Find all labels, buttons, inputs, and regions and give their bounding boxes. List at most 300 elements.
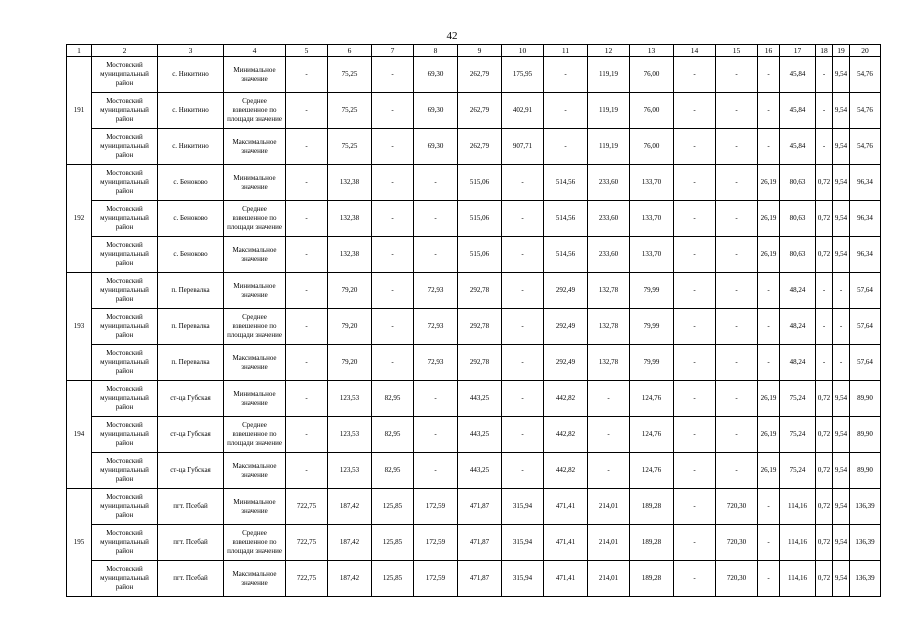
table-cell: -	[372, 165, 414, 201]
table-cell: -	[372, 129, 414, 165]
table-cell: 9,54	[833, 57, 850, 93]
table-cell: -	[816, 345, 833, 381]
table-cell: 132,78	[588, 345, 630, 381]
column-header: 1	[67, 45, 92, 57]
table-cell: -	[502, 345, 544, 381]
district-cell: Мостовский муниципальный район	[92, 381, 158, 417]
table-cell: -	[372, 57, 414, 93]
table-cell: 172,59	[414, 561, 458, 597]
settlement-cell: с. Никитино	[158, 129, 224, 165]
table-cell: 132,38	[328, 201, 372, 237]
table-cell: -	[716, 165, 758, 201]
table-cell: 123,53	[328, 381, 372, 417]
table-cell: 402,91	[502, 93, 544, 129]
table-cell: 9,54	[833, 201, 850, 237]
table-cell: -	[674, 381, 716, 417]
table-cell: 26,19	[758, 201, 780, 237]
table-cell: 442,82	[544, 453, 588, 489]
data-table	[66, 44, 881, 597]
table-cell: -	[758, 129, 780, 165]
table-cell: 187,42	[328, 561, 372, 597]
table-cell: 514,56	[544, 237, 588, 273]
column-header: 7	[372, 45, 414, 57]
table-cell: 189,28	[630, 489, 674, 525]
column-header: 6	[328, 45, 372, 57]
table-cell: 0,72	[816, 381, 833, 417]
table-cell: 82,95	[372, 381, 414, 417]
table-cell: 123,53	[328, 453, 372, 489]
table-cell: 72,93	[414, 273, 458, 309]
table-cell: 471,41	[544, 489, 588, 525]
table-cell: 187,42	[328, 489, 372, 525]
district-cell: Мостовский муниципальный район	[92, 345, 158, 381]
table-cell: 76,00	[630, 93, 674, 129]
table-cell: 133,70	[630, 165, 674, 201]
table-cell: 48,24	[780, 273, 816, 309]
table-cell: -	[674, 453, 716, 489]
district-cell: Мостовский муниципальный район	[92, 417, 158, 453]
table-cell: -	[716, 93, 758, 129]
table-cell: 89,90	[850, 417, 881, 453]
table-cell: 471,41	[544, 525, 588, 561]
table-cell: 443,25	[458, 381, 502, 417]
value-type-cell: Максимальное значение	[224, 345, 286, 381]
value-type-cell: Максимальное значение	[224, 561, 286, 597]
column-header: 18	[816, 45, 833, 57]
table-cell: 75,24	[780, 381, 816, 417]
table-cell: 172,59	[414, 525, 458, 561]
table-row	[67, 561, 881, 597]
table-cell: -	[414, 381, 458, 417]
table-cell: -	[674, 201, 716, 237]
table-cell: 907,71	[502, 129, 544, 165]
column-header: 5	[286, 45, 328, 57]
table-cell: 96,34	[850, 237, 881, 273]
table-cell: 69,30	[414, 93, 458, 129]
table-cell: 292,78	[458, 345, 502, 381]
table-cell: 9,54	[833, 525, 850, 561]
table-cell: 45,84	[780, 57, 816, 93]
table-cell: -	[502, 453, 544, 489]
value-type-cell: Максимальное значение	[224, 129, 286, 165]
table-cell: 57,64	[850, 273, 881, 309]
table-row	[67, 345, 881, 381]
table-cell: -	[414, 165, 458, 201]
table-cell: 9,54	[833, 237, 850, 273]
column-header: 2	[92, 45, 158, 57]
table-cell: 26,19	[758, 417, 780, 453]
table-cell: 214,01	[588, 525, 630, 561]
table-cell: 114,16	[780, 489, 816, 525]
district-cell: Мостовский муниципальный район	[92, 237, 158, 273]
settlement-cell: с. Беноково	[158, 237, 224, 273]
table-cell: -	[414, 453, 458, 489]
table-cell: -	[286, 57, 328, 93]
table-cell: 80,63	[780, 201, 816, 237]
settlement-cell: ст-ца Губская	[158, 417, 224, 453]
table-row	[67, 129, 881, 165]
table-row	[67, 381, 881, 417]
table-cell: 172,59	[414, 489, 458, 525]
table-cell: 189,28	[630, 561, 674, 597]
table-cell: 124,76	[630, 453, 674, 489]
column-header: 3	[158, 45, 224, 57]
table-cell: 132,78	[588, 309, 630, 345]
table-cell: -	[674, 273, 716, 309]
table-cell: 82,95	[372, 453, 414, 489]
value-type-cell: Среднее взвешенное по площади значение	[224, 93, 286, 129]
settlement-cell: пгт. Псебай	[158, 561, 224, 597]
table-cell: 114,16	[780, 561, 816, 597]
table-cell: -	[674, 93, 716, 129]
column-header: 11	[544, 45, 588, 57]
table-cell: 514,56	[544, 201, 588, 237]
table-cell: 315,94	[502, 489, 544, 525]
table-cell: 89,90	[850, 453, 881, 489]
table-cell: 214,01	[588, 561, 630, 597]
table-cell: -	[758, 561, 780, 597]
value-type-cell: Минимальное значение	[224, 273, 286, 309]
table-cell: -	[286, 93, 328, 129]
table-cell: -	[502, 381, 544, 417]
table-row	[67, 273, 881, 309]
table-cell: -	[502, 309, 544, 345]
table-cell: -	[372, 93, 414, 129]
table-cell: 292,49	[544, 345, 588, 381]
table-cell: -	[414, 417, 458, 453]
table-cell: 9,54	[833, 453, 850, 489]
table-cell: -	[502, 417, 544, 453]
table-cell: 515,06	[458, 165, 502, 201]
table-cell: 79,99	[630, 273, 674, 309]
value-type-cell: Среднее взвешенное по площади значение	[224, 417, 286, 453]
row-number: 192	[67, 165, 92, 273]
table-cell: -	[414, 237, 458, 273]
table-cell: -	[758, 525, 780, 561]
table-row	[67, 309, 881, 345]
table-cell: -	[716, 201, 758, 237]
table-cell: 79,20	[328, 309, 372, 345]
table-cell: 125,85	[372, 525, 414, 561]
table-cell: -	[502, 237, 544, 273]
table-cell: -	[372, 309, 414, 345]
table-cell: 292,78	[458, 309, 502, 345]
table-cell: 315,94	[502, 561, 544, 597]
table-cell: 722,75	[286, 561, 328, 597]
column-header: 13	[630, 45, 674, 57]
table-cell: 69,30	[414, 57, 458, 93]
column-header: 8	[414, 45, 458, 57]
table-cell: 75,25	[328, 57, 372, 93]
table-cell: 119,19	[588, 93, 630, 129]
table-cell: 26,19	[758, 453, 780, 489]
table-cell: 136,39	[850, 525, 881, 561]
table-cell: -	[286, 129, 328, 165]
table-cell: 471,87	[458, 489, 502, 525]
table-cell: -	[716, 237, 758, 273]
table-cell: -	[674, 129, 716, 165]
value-type-cell: Среднее взвешенное по площади значение	[224, 309, 286, 345]
table-cell: 471,87	[458, 525, 502, 561]
table-cell: -	[833, 309, 850, 345]
table-cell: 262,79	[458, 57, 502, 93]
column-header: 9	[458, 45, 502, 57]
table-cell: 0,72	[816, 201, 833, 237]
table-cell: -	[758, 309, 780, 345]
table-row	[67, 57, 881, 93]
column-header: 12	[588, 45, 630, 57]
table-cell: 0,72	[816, 525, 833, 561]
table-cell: -	[286, 345, 328, 381]
table-cell: 26,19	[758, 381, 780, 417]
table-cell: 48,24	[780, 309, 816, 345]
table-cell: 515,06	[458, 201, 502, 237]
settlement-cell: п. Перевалка	[158, 309, 224, 345]
table-cell: 75,24	[780, 453, 816, 489]
table-cell: -	[372, 201, 414, 237]
table-cell: 187,42	[328, 525, 372, 561]
table-cell: 0,72	[816, 165, 833, 201]
district-cell: Мостовский муниципальный район	[92, 93, 158, 129]
settlement-cell: п. Перевалка	[158, 345, 224, 381]
row-number: 191	[67, 57, 92, 165]
table-cell: 79,20	[328, 345, 372, 381]
table-cell: -	[674, 345, 716, 381]
table-cell: 76,00	[630, 57, 674, 93]
table-cell: -	[758, 273, 780, 309]
table-cell: 443,25	[458, 453, 502, 489]
table-cell: 125,85	[372, 561, 414, 597]
table-cell: 45,84	[780, 93, 816, 129]
table-cell: 722,75	[286, 525, 328, 561]
table-cell: -	[544, 57, 588, 93]
table-cell: 96,34	[850, 165, 881, 201]
page-number: 42	[446, 30, 458, 42]
table-cell: -	[716, 381, 758, 417]
table-row	[67, 237, 881, 273]
table-row	[67, 93, 881, 129]
table-cell: 443,25	[458, 417, 502, 453]
district-cell: Мостовский муниципальный район	[92, 561, 158, 597]
table-cell: -	[816, 129, 833, 165]
value-type-cell: Минимальное значение	[224, 381, 286, 417]
settlement-cell: пгт. Псебай	[158, 525, 224, 561]
value-type-cell: Среднее взвешенное по площади значение	[224, 201, 286, 237]
table-cell: -	[716, 129, 758, 165]
column-header: 15	[716, 45, 758, 57]
table-cell: -	[674, 57, 716, 93]
table-row	[67, 417, 881, 453]
table-cell: -	[544, 129, 588, 165]
table-cell: 0,72	[816, 417, 833, 453]
table-cell: 72,93	[414, 309, 458, 345]
table-cell: 69,30	[414, 129, 458, 165]
table-cell: 9,54	[833, 165, 850, 201]
settlement-cell: с. Никитино	[158, 93, 224, 129]
table-cell: -	[674, 525, 716, 561]
table-cell: 26,19	[758, 237, 780, 273]
table-cell: -	[674, 489, 716, 525]
table-cell: 54,76	[850, 129, 881, 165]
table-cell: 114,16	[780, 525, 816, 561]
table-row	[67, 165, 881, 201]
table-cell: -	[716, 453, 758, 489]
table-cell: 133,70	[630, 201, 674, 237]
table-row	[67, 489, 881, 525]
district-cell: Мостовский муниципальный район	[92, 489, 158, 525]
value-type-cell: Минимальное значение	[224, 57, 286, 93]
table-cell: 119,19	[588, 57, 630, 93]
table-cell: 54,76	[850, 93, 881, 129]
table-cell: 515,06	[458, 237, 502, 273]
table-cell: 471,41	[544, 561, 588, 597]
table-cell: 79,99	[630, 309, 674, 345]
table-cell: 45,84	[780, 129, 816, 165]
settlement-cell: с. Беноково	[158, 165, 224, 201]
table-cell: 132,38	[328, 165, 372, 201]
district-cell: Мостовский муниципальный район	[92, 525, 158, 561]
table-cell: -	[833, 345, 850, 381]
table-cell: -	[502, 201, 544, 237]
table-cell: 48,24	[780, 345, 816, 381]
table-cell: 9,54	[833, 129, 850, 165]
table-cell: 722,75	[286, 489, 328, 525]
district-cell: Мостовский муниципальный район	[92, 273, 158, 309]
table-cell: -	[414, 201, 458, 237]
table-cell: 80,63	[780, 165, 816, 201]
table-cell: 26,19	[758, 165, 780, 201]
table-cell: -	[588, 453, 630, 489]
table-cell: -	[816, 57, 833, 93]
column-header: 14	[674, 45, 716, 57]
column-header: 16	[758, 45, 780, 57]
table-cell: 471,87	[458, 561, 502, 597]
table-cell: -	[816, 93, 833, 129]
table-cell: -	[372, 345, 414, 381]
settlement-cell: ст-ца Губская	[158, 381, 224, 417]
value-type-cell: Среднее взвешенное по площади значение	[224, 525, 286, 561]
table-cell: -	[758, 93, 780, 129]
table-cell: -	[833, 273, 850, 309]
settlement-cell: с. Беноково	[158, 201, 224, 237]
table-cell: -	[286, 417, 328, 453]
table-cell: -	[816, 273, 833, 309]
table-cell: 315,94	[502, 525, 544, 561]
table-cell: 175,95	[502, 57, 544, 93]
table-cell: -	[502, 165, 544, 201]
table-cell: -	[674, 417, 716, 453]
table-cell: -	[372, 273, 414, 309]
table-cell: 57,64	[850, 309, 881, 345]
table-cell: 0,72	[816, 489, 833, 525]
table-cell: 262,79	[458, 129, 502, 165]
table-cell: 76,00	[630, 129, 674, 165]
table-cell: 82,95	[372, 417, 414, 453]
table-cell: 119,19	[588, 129, 630, 165]
table-cell: 125,85	[372, 489, 414, 525]
table-cell: 132,38	[328, 237, 372, 273]
table-cell: 9,54	[833, 381, 850, 417]
table-cell: -	[716, 309, 758, 345]
table-cell: 136,39	[850, 489, 881, 525]
table-cell: -	[286, 381, 328, 417]
table-cell: 233,60	[588, 237, 630, 273]
table-cell: 442,82	[544, 417, 588, 453]
table-cell: 124,76	[630, 381, 674, 417]
table-cell: 720,30	[716, 489, 758, 525]
table-cell: 292,49	[544, 309, 588, 345]
table-cell: 72,93	[414, 345, 458, 381]
table-cell: -	[286, 273, 328, 309]
column-header: 17	[780, 45, 816, 57]
table-cell: -	[588, 417, 630, 453]
district-cell: Мостовский муниципальный район	[92, 57, 158, 93]
value-type-cell: Минимальное значение	[224, 489, 286, 525]
table-row	[67, 453, 881, 489]
district-cell: Мостовский муниципальный район	[92, 129, 158, 165]
table-cell: 75,25	[328, 93, 372, 129]
table-cell: 720,30	[716, 561, 758, 597]
table-row	[67, 201, 881, 237]
table-cell: -	[674, 165, 716, 201]
table-cell: -	[286, 165, 328, 201]
table-cell: 96,34	[850, 201, 881, 237]
settlement-cell: пгт. Псебай	[158, 489, 224, 525]
table-cell: -	[674, 237, 716, 273]
table-header-row	[67, 45, 881, 57]
table-cell: -	[716, 417, 758, 453]
column-header: 4	[224, 45, 286, 57]
table-cell: -	[286, 237, 328, 273]
table-cell: -	[716, 57, 758, 93]
table-cell: -	[674, 309, 716, 345]
settlement-cell: с. Никитино	[158, 57, 224, 93]
table-cell: 0,72	[816, 453, 833, 489]
table-cell: 0,72	[816, 561, 833, 597]
value-type-cell: Минимальное значение	[224, 165, 286, 201]
table-cell: -	[716, 345, 758, 381]
table-cell: 80,63	[780, 237, 816, 273]
value-type-cell: Максимальное значение	[224, 453, 286, 489]
table-cell: 57,64	[850, 345, 881, 381]
table-cell: 9,54	[833, 561, 850, 597]
table-cell: 75,25	[328, 129, 372, 165]
district-cell: Мостовский муниципальный район	[92, 165, 158, 201]
table-cell: 189,28	[630, 525, 674, 561]
row-number: 193	[67, 273, 92, 381]
table-cell: 133,70	[630, 237, 674, 273]
table-cell: -	[544, 93, 588, 129]
table-cell: 292,49	[544, 273, 588, 309]
table-cell: 9,54	[833, 417, 850, 453]
table-cell: -	[716, 273, 758, 309]
table-cell: 79,20	[328, 273, 372, 309]
column-header: 19	[833, 45, 850, 57]
row-number: 194	[67, 381, 92, 489]
table-cell: 214,01	[588, 489, 630, 525]
table-cell: -	[816, 309, 833, 345]
settlement-cell: п. Перевалка	[158, 273, 224, 309]
table-cell: 136,39	[850, 561, 881, 597]
table-cell: 233,60	[588, 165, 630, 201]
column-header: 20	[850, 45, 881, 57]
district-cell: Мостовский муниципальный район	[92, 453, 158, 489]
table-cell: 89,90	[850, 381, 881, 417]
table-cell: 132,78	[588, 273, 630, 309]
table-cell: 514,56	[544, 165, 588, 201]
table-cell: -	[502, 273, 544, 309]
table-cell: 233,60	[588, 201, 630, 237]
